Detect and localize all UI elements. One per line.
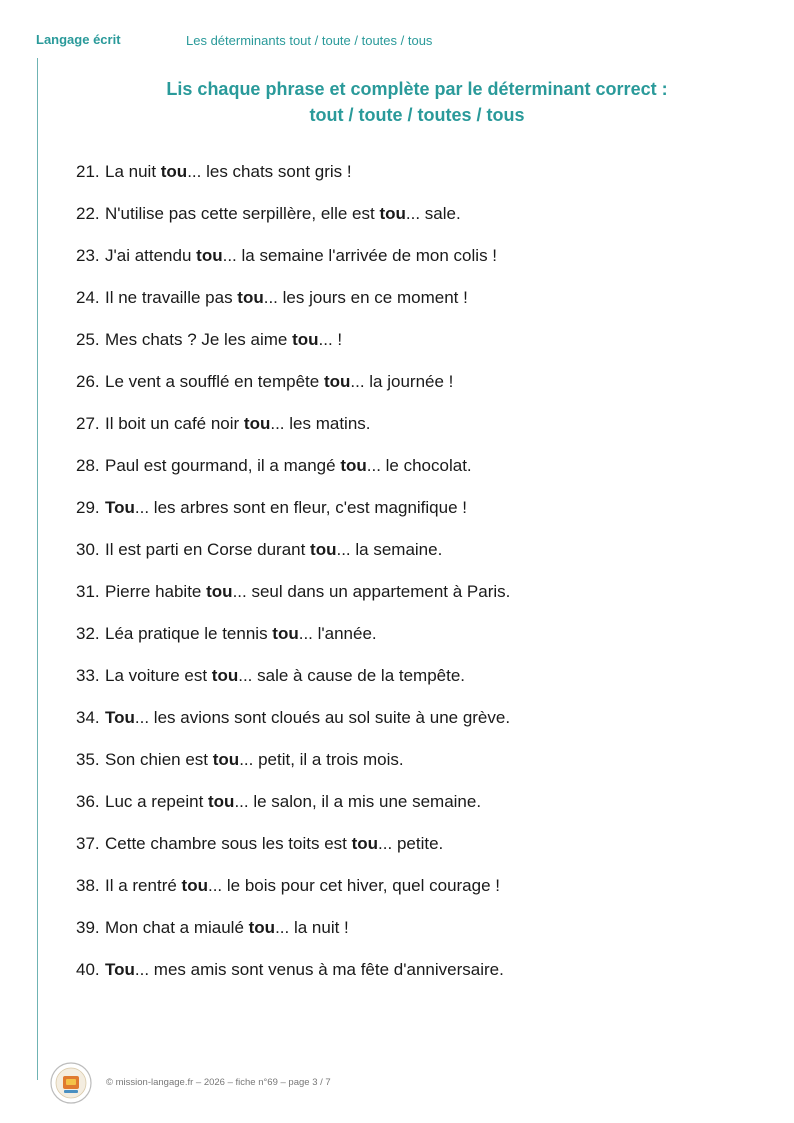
determinant-stub: tou [340, 456, 367, 475]
sentence-end: ... sale à cause de la tempête. [238, 666, 466, 685]
determinant-stub: tou [206, 582, 233, 601]
exercise-item [76, 916, 510, 958]
exercise-number: 34. [76, 708, 100, 727]
determinant-stub: tou [351, 834, 379, 853]
footer-text: © mission-langage.fr – 2026 – fiche n°69 – page 3 / 7 [106, 1077, 331, 1088]
sentence-start: Léa pratique le tennis [105, 624, 273, 643]
sentence-end: ... ! [318, 330, 343, 349]
sentence-start: N'utilise pas cette serpillère, elle est [105, 204, 380, 223]
determinant-stub: tou [272, 624, 299, 643]
exercise-sentence [105, 916, 349, 940]
exercise-sentence [105, 496, 467, 520]
determinant-stub: tou [196, 246, 223, 265]
exercise-sentence [105, 748, 404, 772]
exercise-item [76, 412, 510, 454]
exercise-item [76, 706, 510, 748]
determinant-stub: Tou [105, 708, 135, 727]
exercise-sentence [105, 328, 342, 352]
sentence-start: Le vent a soufflé en tempête [105, 372, 324, 391]
sentence-start: Paul est gourmand, il a mangé [105, 456, 341, 475]
determinant-stub: tou [310, 540, 337, 559]
exercise-item [76, 496, 510, 538]
exercise-sentence [105, 160, 352, 184]
exercise-number: 32. [76, 624, 100, 643]
exercise-number: 24. [76, 288, 100, 307]
sentence-end: ... l'année. [298, 624, 377, 643]
exercise-item [76, 622, 510, 664]
instruction-line-2: tout / toute / toutes / tous [309, 105, 525, 125]
sentence-start: Il est parti en Corse durant [105, 540, 311, 559]
exercise-number: 31. [76, 582, 100, 601]
sentence-start: Pierre habite [105, 582, 207, 601]
exercise-sentence [105, 412, 371, 436]
sentence-end: ... les avions sont cloués au sol suite à une grève. [134, 708, 511, 727]
sentence-end: ... la semaine. [336, 540, 443, 559]
determinant-stub: tou [243, 414, 271, 433]
mission-langage-logo-icon [50, 1062, 92, 1104]
exercise-number: 23. [76, 246, 100, 265]
exercise-sentence [105, 580, 510, 604]
determinant-stub: Tou [105, 960, 135, 979]
determinant-stub: tou [160, 162, 188, 181]
sentence-start: Cette chambre sous les toits est [105, 834, 352, 853]
header-topic: Les déterminants tout / toute / toutes / tous [186, 33, 433, 48]
exercise-sentence [105, 454, 472, 478]
exercise-number: 27. [76, 414, 100, 433]
header-category: Langage écrit [36, 32, 121, 47]
sentence-end: ... la journée ! [350, 372, 454, 391]
exercise-sentence [105, 622, 377, 646]
sentence-end: ... le chocolat. [366, 456, 472, 475]
sentence-start: Mes chats ? Je les aime [105, 330, 293, 349]
exercise-sentence [105, 244, 497, 268]
sentence-end: ... petit, il a trois mois. [239, 750, 404, 769]
determinant-stub: tou [292, 330, 319, 349]
exercise-item [76, 748, 510, 790]
exercise-item [76, 328, 510, 370]
determinant-stub: tou [211, 666, 239, 685]
sentence-end: ... la semaine l'arrivée de mon colis ! [222, 246, 498, 265]
exercise-sentence [105, 790, 481, 814]
sentence-start: Il a rentré [105, 876, 182, 895]
sentence-start: J'ai attendu [105, 246, 197, 265]
exercise-list [76, 160, 510, 1000]
sentence-end: ... le salon, il a mis une semaine. [234, 792, 482, 811]
exercise-item [76, 202, 510, 244]
sentence-end: ... les jours en ce moment ! [263, 288, 468, 307]
exercise-number: 21. [76, 162, 100, 181]
exercise-item [76, 958, 510, 1000]
exercise-item [76, 454, 510, 496]
exercise-number: 36. [76, 792, 100, 811]
exercise-number: 35. [76, 750, 100, 769]
determinant-stub: Tou [105, 498, 135, 517]
exercise-sentence [105, 664, 465, 688]
exercise-number: 26. [76, 372, 100, 391]
exercise-item [76, 874, 510, 916]
exercise-item [76, 160, 510, 202]
sentence-end: ... le bois pour cet hiver, quel courage ! [207, 876, 500, 895]
sentence-end: ... les chats sont gris ! [187, 162, 352, 181]
exercise-item [76, 538, 510, 580]
instruction [40, 76, 794, 128]
sentence-start: La nuit [105, 162, 161, 181]
sentence-end: ... seul dans un appartement à Paris. [232, 582, 511, 601]
sentence-end: ... les matins. [270, 414, 371, 433]
sentence-end: ... mes amis sont venus à ma fête d'anniversaire. [134, 960, 504, 979]
exercise-sentence [105, 370, 453, 394]
determinant-stub: tou [323, 372, 351, 391]
sentence-start: La voiture est [105, 666, 212, 685]
left-rule-divider [37, 58, 38, 1080]
exercise-number: 38. [76, 876, 100, 895]
exercise-item [76, 580, 510, 622]
sentence-start: Il boit un café noir [105, 414, 244, 433]
exercise-sentence [105, 286, 468, 310]
sentence-start: Mon chat a miaulé [105, 918, 249, 937]
exercise-item [76, 370, 510, 412]
exercise-number: 33. [76, 666, 100, 685]
exercise-item [76, 664, 510, 706]
exercise-number: 40. [76, 960, 100, 979]
sentence-end: ... petite. [378, 834, 444, 853]
instruction-line-1: Lis chaque phrase et complète par le déterminant correct : [166, 79, 668, 99]
sentence-end: ... la nuit ! [275, 918, 349, 937]
determinant-stub: tou [379, 204, 406, 223]
exercise-number: 22. [76, 204, 100, 223]
exercise-item [76, 832, 510, 874]
exercise-item [76, 286, 510, 328]
determinant-stub: tou [208, 792, 235, 811]
sentence-end: ... les arbres sont en fleur, c'est magnifique ! [134, 498, 467, 517]
exercise-number: 30. [76, 540, 100, 559]
determinant-stub: tou [181, 876, 208, 895]
exercise-item [76, 790, 510, 832]
exercise-number: 29. [76, 498, 100, 517]
sentence-start: Son chien est [105, 750, 213, 769]
exercise-sentence [105, 874, 500, 898]
determinant-stub: tou [237, 288, 264, 307]
exercise-sentence [105, 538, 442, 562]
exercise-number: 37. [76, 834, 100, 853]
exercise-item [76, 244, 510, 286]
exercise-sentence [105, 958, 504, 982]
determinant-stub: tou [212, 750, 240, 769]
exercise-number: 39. [76, 918, 100, 937]
sentence-start: Il ne travaille pas [105, 288, 238, 307]
sentence-end: ... sale. [405, 204, 461, 223]
exercise-number: 28. [76, 456, 100, 475]
exercise-sentence [105, 706, 510, 730]
determinant-stub: tou [248, 918, 276, 937]
exercise-number: 25. [76, 330, 100, 349]
exercise-sentence [105, 832, 443, 856]
exercise-sentence [105, 202, 461, 226]
sentence-start: Luc a repeint [105, 792, 209, 811]
